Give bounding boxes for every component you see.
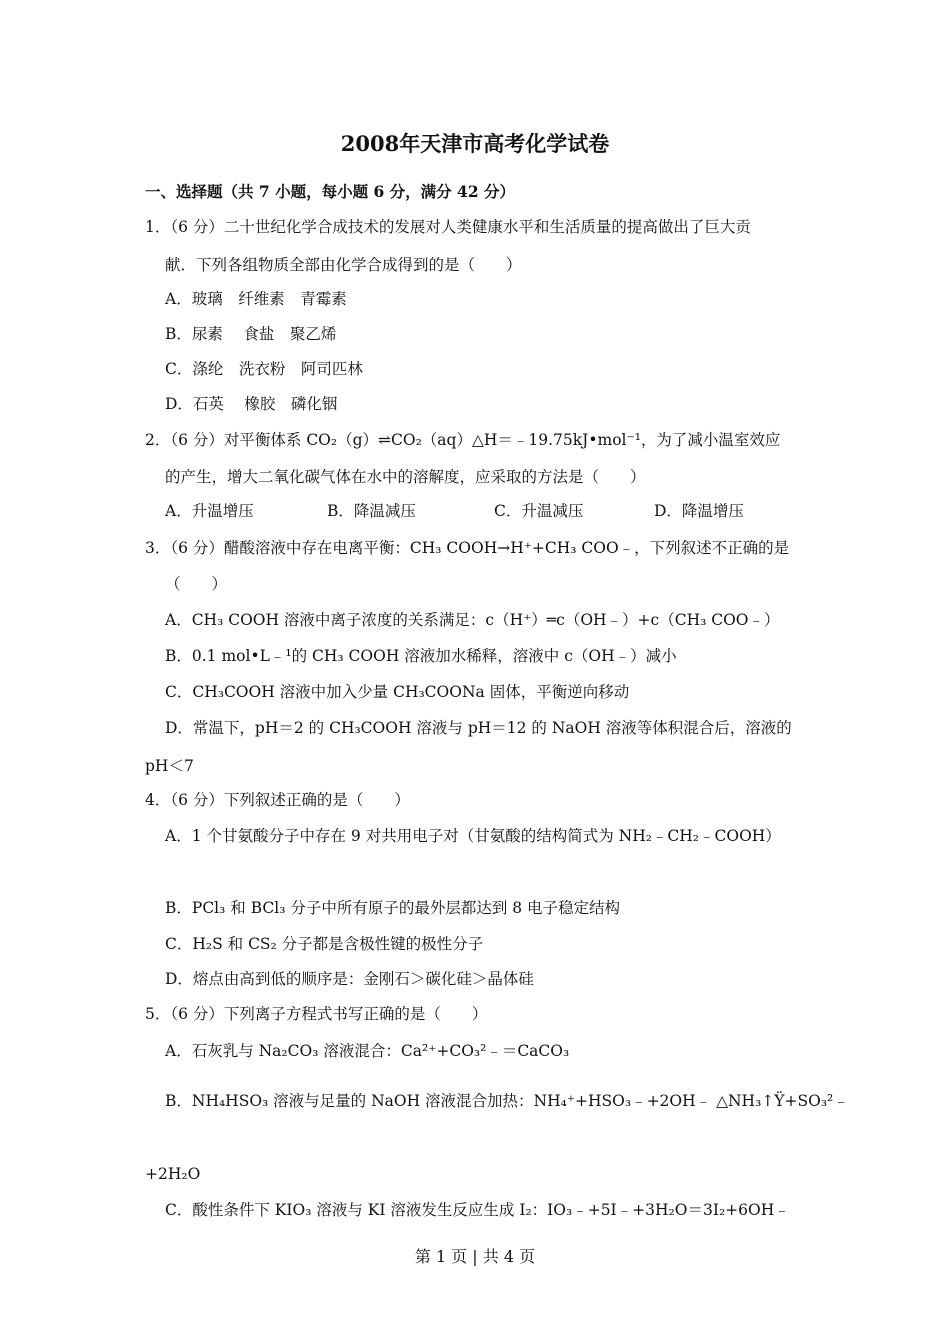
question-stem: 的产生，增大二氧化碳气体在水中的溶解度，应采取的方法是（ ）	[165, 468, 646, 486]
page-title: 2008年天津市高考化学试卷	[340, 131, 610, 156]
question-stem: 1．（6 分）二十世纪化学合成技术的发展对人类健康水平和生活质量的提高做出了巨大贡	[145, 218, 751, 236]
option-c: C．酸性条件下 KIO₃ 溶液与 KI 溶液发生反应生成 I₂：IO₃﹣+5I﹣+3H₂O＝3I₂+6OH﹣	[165, 1201, 790, 1219]
question-stem: 2．（6 分）对平衡体系 CO₂（g）⇌CO₂（aq）△H＝﹣19.75kJ•mol⁻¹，为了减小温室效应	[145, 431, 781, 449]
option-d-continued: pH＜7	[145, 757, 194, 775]
question-stem: 4．（6 分）下列叙述正确的是（ ）	[145, 791, 410, 809]
option-c: C．H₂S 和 CS₂ 分子都是含极性键的极性分子	[165, 935, 484, 953]
question-stem: 5．（6 分）下列离子方程式书写正确的是（ ）	[145, 1005, 488, 1023]
page-footer: 第 1 页 | 共 4 页	[414, 1247, 536, 1266]
option-a: A．玻璃 纤维素 青霉素	[165, 290, 347, 308]
option-b: B．降温减压	[327, 502, 416, 520]
option-d: D．常温下，pH＝2 的 CH₃COOH 溶液与 pH＝12 的 NaOH 溶液等体积混合后，溶液的	[165, 719, 792, 737]
option-b: B．NH₄HSO₃ 溶液与足量的 NaOH 溶液混合加热：NH₄⁺+HSO₃﹣+2OH﹣ △NH₃↑Ÿ+SO₃²﹣	[165, 1092, 849, 1110]
option-b: B．尿素 食盐 聚乙烯	[165, 325, 337, 343]
question-stem: （ ）	[165, 575, 228, 593]
option-d: D．熔点由高到低的顺序是：金刚石＞碳化硅＞晶体硅	[165, 970, 534, 988]
option-b-continued: +2H₂O	[145, 1165, 201, 1183]
option-d: D．石英 橡胶 磷化铟	[165, 395, 338, 413]
option-b: B．PCl₃ 和 BCl₃ 分子中所有原子的最外层都达到 8 电子稳定结构	[165, 899, 621, 917]
option-d: D．降温增压	[654, 502, 744, 520]
option-a: A．石灰乳与 Na₂CO₃ 溶液混合：Ca²⁺+CO₃²﹣＝CaCO₃	[165, 1042, 570, 1060]
option-c: C．CH₃COOH 溶液中加入少量 CH₃COONa 固体，平衡逆向移动	[165, 683, 630, 701]
option-a: A．1 个甘氨酸分子中存在 9 对共用电子对（甘氨酸的结构简式为 NH₂﹣CH₂﹣COOH）	[165, 827, 781, 845]
option-a: A．CH₃ COOH 溶液中离子浓度的关系满足：c（H⁺）═c（OH﹣）+c（CH₃ COO﹣）	[165, 611, 780, 629]
option-c: C．涤纶 洗衣粉 阿司匹林	[165, 360, 363, 378]
option-b: B．0.1 mol•L﹣¹的 CH₃ COOH 溶液加水稀释，溶液中 c（OH﹣）减小	[165, 647, 677, 665]
option-c: C．升温减压	[494, 502, 584, 520]
section-heading: 一、选择题（共 7 小题，每小题 6 分，满分 42 分）	[145, 182, 516, 201]
question-stem: 献．下列各组物质全部由化学合成得到的是（ ）	[165, 256, 522, 274]
question-stem: 3．（6 分）醋酸溶液中存在电离平衡：CH₃ COOH→H⁺+CH₃ COO﹣，下列叙述不正确的是	[145, 539, 790, 557]
option-a: A．升温增压	[165, 502, 254, 520]
